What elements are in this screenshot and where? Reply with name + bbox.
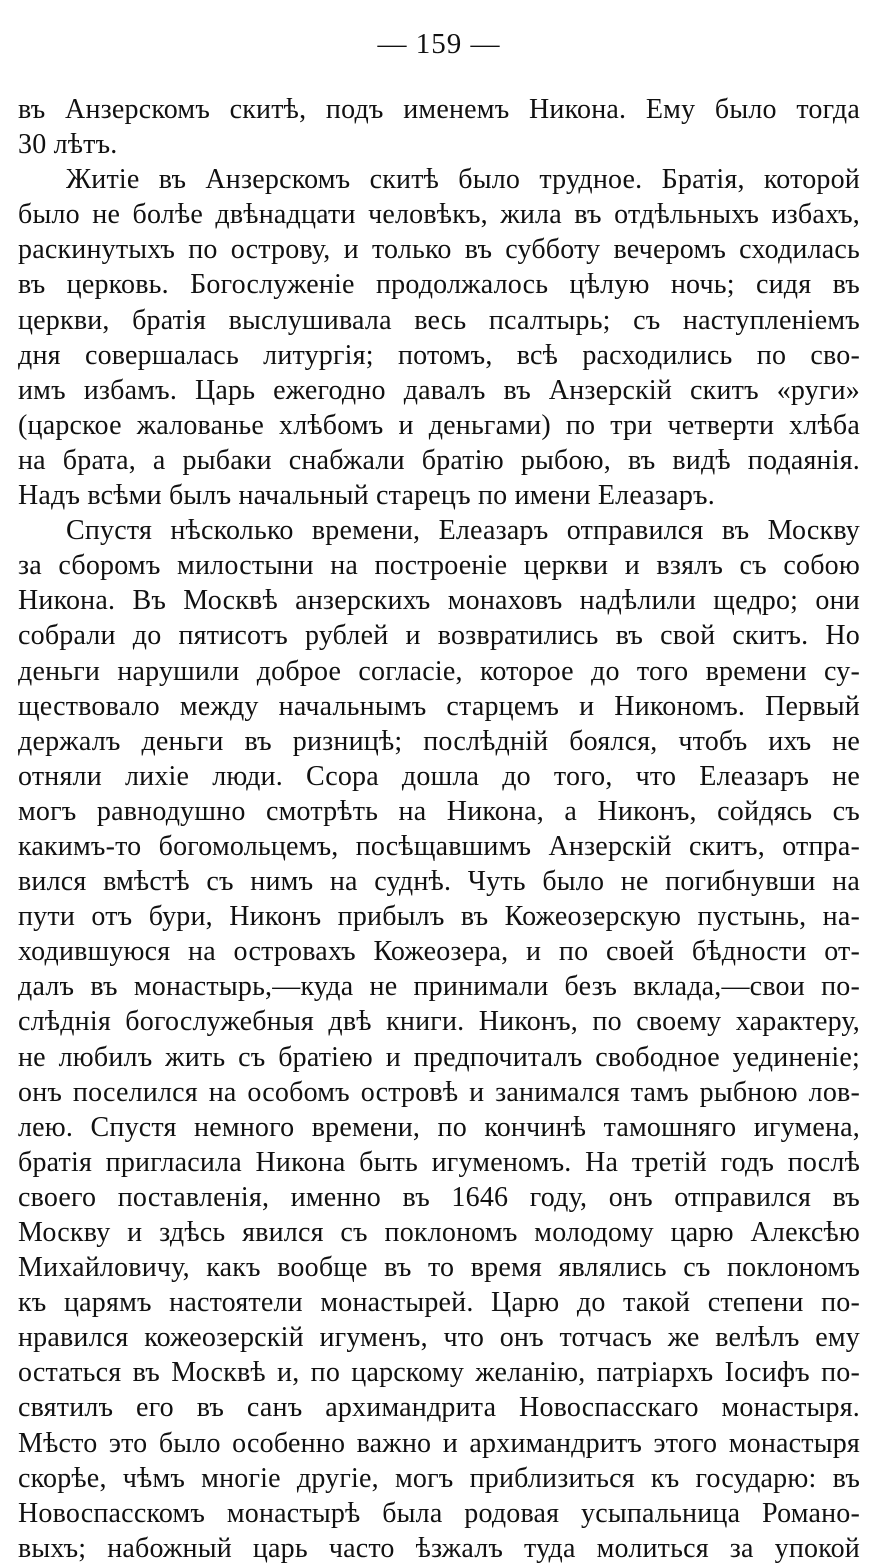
- text-line: деньги нарушили доброе согласіе, которое до того времени су-: [18, 655, 860, 687]
- page-number: — 159 —: [377, 28, 501, 60]
- text-line: на брата, а рыбаки снабжали братію рыбою, въ видѣ подаянія.: [18, 444, 860, 476]
- text-line: скорѣе, чѣмъ многіе другіе, могъ приблизиться къ государю: въ: [18, 1462, 860, 1494]
- paragraph-start-line: Житіе въ Анзерскомъ скитѣ было трудное. Братія, которой: [66, 164, 860, 196]
- text-line: святилъ его въ санъ архимандрита Новоспасскаго монастыря.: [18, 1392, 860, 1424]
- text-line: вился вмѣстѣ съ нимъ на суднѣ. Чуть было не погибнувши на: [18, 866, 860, 898]
- text-line: раскинутыхъ по острову, и только въ субботу вечеромъ сходилась: [18, 234, 860, 266]
- text-line: собрали до пятисотъ рублей и возвратились въ свой скитъ. Но: [18, 620, 860, 652]
- text-line: къ царямъ настоятели монастырей. Царю до такой степени по-: [18, 1287, 860, 1319]
- text-line: братія пригласила Никона быть игуменомъ. На третій годъ послѣ: [18, 1146, 860, 1178]
- text-line: не любилъ жить съ братіею и предпочиталъ свободное уединеніе;: [18, 1041, 860, 1073]
- text-line: дня совершалась литургія; потомъ, всѣ расходились по сво-: [18, 339, 860, 371]
- text-line: Никона. Въ Москвѣ анзерскихъ монаховъ надѣлили щедро; они: [18, 585, 860, 617]
- text-line: слѣднія богослужебныя двѣ книги. Никонъ, по своему характеру,: [18, 1006, 860, 1038]
- text-line: держалъ деньги въ ризницѣ; послѣдній боялся, чтобъ ихъ не: [18, 725, 860, 757]
- text-line: въ церковь. Богослуженіе продолжалось цѣлую ночь; сидя въ: [18, 269, 860, 301]
- text-line: Михайловичу, какъ вообще въ то время являлись съ поклономъ: [18, 1252, 860, 1284]
- text-line: отняли лихіе люди. Ссора дошла до того, что Елеазаръ не: [18, 760, 860, 792]
- text-line: 30 лѣтъ.: [18, 129, 118, 161]
- text-line: нравился кожеозерскій игуменъ, что онъ тотчасъ же велѣлъ ему: [18, 1322, 860, 1354]
- text-line: Новоспасскомъ монастырѣ была родовая усыпальница Романо-: [18, 1497, 860, 1529]
- body-text: [18, 92, 860, 1566]
- text-line: далъ въ монастырь,—куда не принимали безъ вклада,—свои по-: [18, 971, 860, 1003]
- text-line: церкви, братія выслушивала весь псалтырь; съ наступленіемъ: [18, 304, 860, 336]
- text-line: (царское жалованье хлѣбомъ и деньгами) по три четверти хлѣба: [18, 409, 860, 441]
- text-line: выхъ; набожный царь часто ѣзжалъ туда молиться за упокой: [18, 1532, 860, 1564]
- text-line: остаться въ Москвѣ и, по царскому желанію, патріархъ Іосифъ по-: [18, 1357, 860, 1389]
- text-line: лею. Спустя немного времени, по кончинѣ тамошняго игумена,: [18, 1111, 860, 1143]
- text-line: за сборомъ милостыни на построеніе церкви и взялъ съ собою: [18, 550, 860, 582]
- text-line: въ Анзерскомъ скитѣ, подъ именемъ Никона. Ему было тогда: [18, 94, 860, 125]
- text-line: могъ равнодушно смотрѣть на Никона, а Никонъ, сойдясь съ: [18, 795, 860, 827]
- text-line: своего поставленія, именно въ 1646 году, онъ отправился въ: [18, 1181, 860, 1213]
- text-line: какимъ-то богомольцемъ, посѣщавшимъ Анзерскій скитъ, отпра-: [18, 830, 860, 862]
- text-line: Москву и здѣсь явился съ поклономъ молодому царю Алексѣю: [18, 1217, 860, 1248]
- text-line: пути отъ бури, Никонъ прибылъ въ Кожеозерскую пустынь, на-: [18, 901, 860, 933]
- text-line: онъ поселился на особомъ островѣ и занимался тамъ рыбною лов-: [18, 1076, 860, 1108]
- paragraph-start-line: Спустя нѣсколько времени, Елеазаръ отправился въ Москву: [66, 515, 860, 547]
- text-line: имъ избамъ. Царь ежегодно давалъ въ Анзерскій скитъ «руги»: [18, 374, 860, 406]
- text-line: было не болѣе двѣнадцати человѣкъ, жила въ отдѣльныхъ избахъ,: [18, 199, 860, 231]
- text-line: ществовало между начальнымъ старцемъ и Никономъ. Первый: [18, 690, 860, 722]
- text-line: Мѣсто это было особенно важно и архимандритъ этого монастыря: [18, 1427, 860, 1459]
- text-line: Надъ всѣми былъ начальный старецъ по имени Елеазаръ.: [18, 480, 715, 512]
- text-line: ходившуюся на островахъ Кожеозера, и по своей бѣдности от-: [18, 936, 860, 968]
